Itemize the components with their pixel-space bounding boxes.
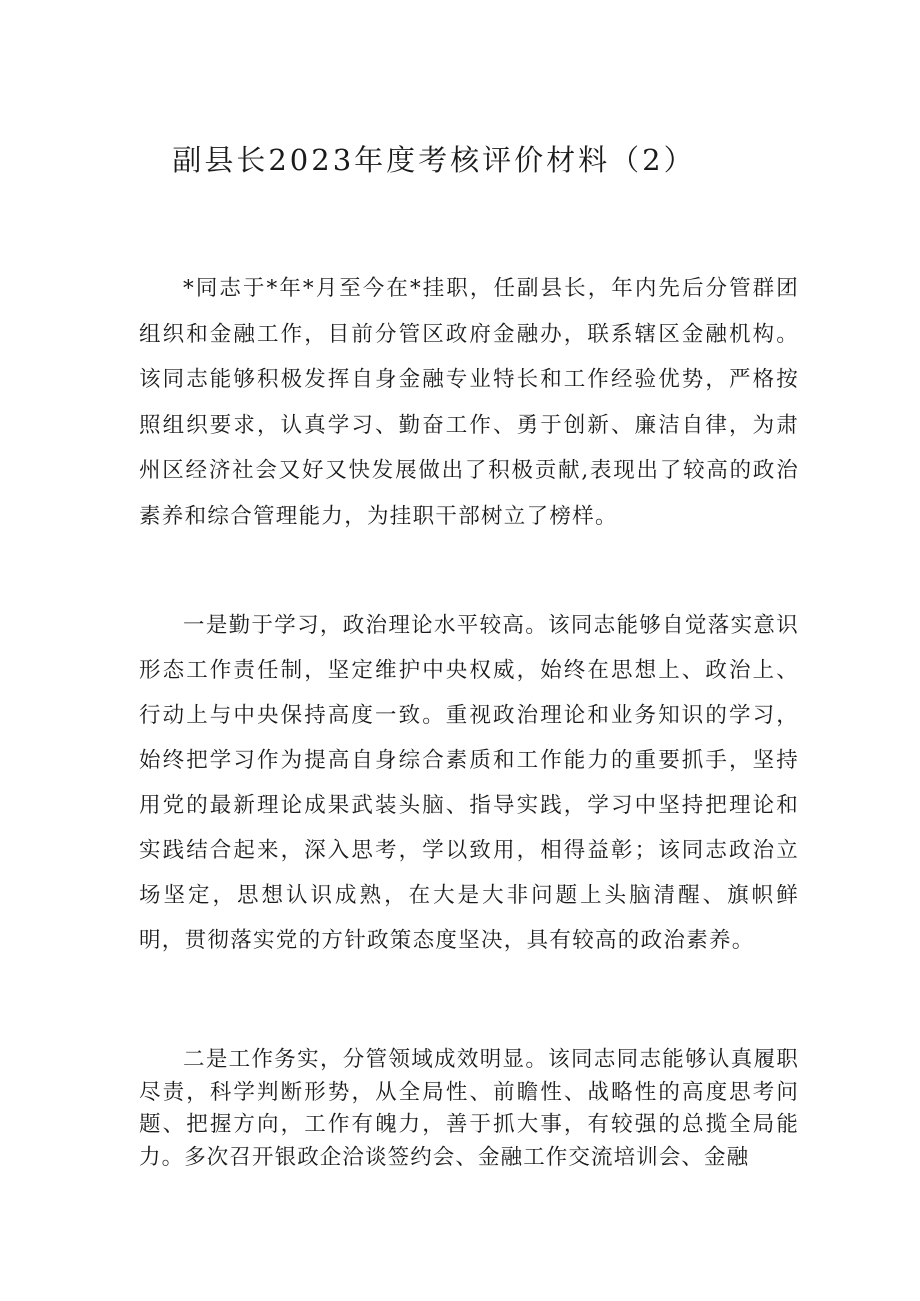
- paragraph-intro: *同志于*年*月至今在*挂职，任副县长，年内先后分管群团组织和金融工作，目前分管区政府金融办，联系辖区金融机构。该同志能够积极发挥自身金融专业特长和工作经验优势，严格按照组织要求，认真学习、勤奋工作、勇于创新、廉洁自律，为肃州区经济社会又好又快发展做出了积极贡献,表现出了较高的政治素养和综合管理能力，为挂职干部树立了榜样。: [139, 276, 799, 529]
- paragraph-work: 二是工作务实，分管领域成效明显。该同志同志能够认真履职尽责，科学判断形势，从全局性、前瞻性、战略性的高度思考问题、把握方向，工作有魄力，善于抓大事，有较强的总揽全局能力。多次召开银政企洽谈签约会、金融工作交流培训会、金融: [139, 1047, 799, 1170]
- paragraph-study: 一是勤于学习，政治理论水平较高。该同志能够自觉落实意识形态工作责任制，坚定维护中央权威，始终在思想上、政治上、行动上与中央保持高度一致。重视政治理论和业务知识的学习，始终把学习作为提高自身综合素质和工作能力的重要抓手，坚持用党的最新理论成果武装头脑、指导实践，学习中坚持把理论和实践结合起来，深入思考，学以致用，相得益彰；该同志政治立场坚定，思想认识成熟，在大是大非问题上头脑清醒、旗帜鲜明，贯彻落实党的方针政策态度坚决，具有较高的政治素养。: [139, 613, 799, 953]
- document-title: 副县长2023年度考核评价材料（2）: [172, 143, 696, 177]
